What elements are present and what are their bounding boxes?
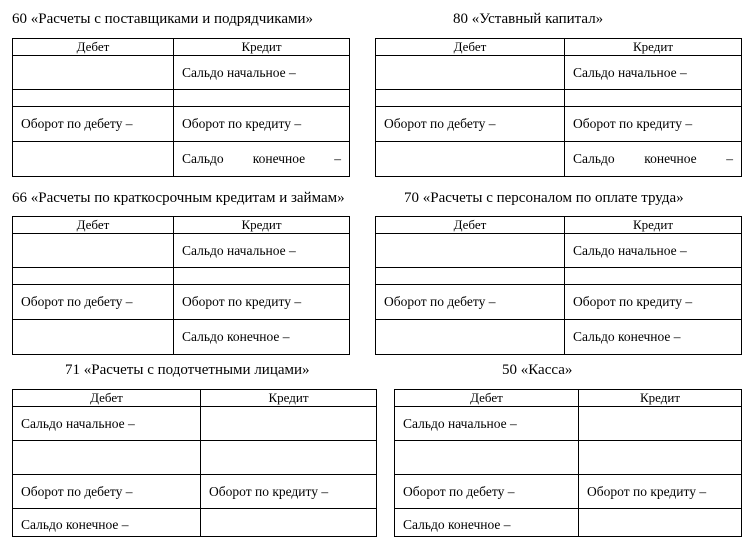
credit-opening-cell <box>201 407 377 441</box>
debit-entries-cell <box>13 441 201 475</box>
debit-closing-cell <box>376 320 565 355</box>
credit-turnover-cell: Оборот по кредиту – <box>174 285 350 320</box>
debit-header: Дебет <box>395 390 579 407</box>
debit-opening-cell: Сальдо начальное – <box>395 407 579 441</box>
debit-closing-cell: Сальдо конечное – <box>13 509 201 537</box>
closing-label-word2: конечное <box>252 151 306 166</box>
debit-header: Дебет <box>376 217 565 234</box>
closing-label-dash: – <box>726 151 733 166</box>
debit-opening-cell <box>376 56 565 90</box>
account-71-title: 71 «Расчеты с подотчетными лицами» <box>65 362 310 378</box>
debit-header: Дебет <box>376 39 565 56</box>
closing-label-word1: Сальдо <box>573 151 615 166</box>
credit-closing-cell: Сальдо конечное – <box>174 320 350 355</box>
debit-entries-cell <box>376 90 565 107</box>
credit-closing-cell <box>201 509 377 537</box>
credit-entries-cell <box>565 268 742 285</box>
debit-turnover-cell: Оборот по дебету – <box>376 107 565 142</box>
account-60-t-table <box>12 38 350 177</box>
closing-label-dash: – <box>334 151 341 166</box>
credit-turnover-cell: Оборот по кредиту – <box>174 107 350 142</box>
account-50-t-table <box>394 389 742 537</box>
credit-closing-cell <box>174 142 350 177</box>
closing-label-word2: конечное <box>644 151 697 166</box>
credit-opening-cell: Сальдо начальное – <box>174 234 350 268</box>
credit-turnover-cell: Оборот по кредиту – <box>201 475 377 509</box>
credit-entries-cell <box>174 268 350 285</box>
credit-header: Кредит <box>174 39 350 56</box>
credit-opening-cell <box>579 407 742 441</box>
credit-opening-cell: Сальдо начальное – <box>565 56 742 90</box>
account-70-title: 70 «Расчеты с персоналом по оплате труда» <box>404 190 684 206</box>
credit-entries-cell <box>565 90 742 107</box>
credit-header: Кредит <box>174 217 350 234</box>
debit-entries-cell <box>13 268 174 285</box>
debit-entries-cell <box>376 268 565 285</box>
credit-turnover-cell: Оборот по кредиту – <box>565 107 742 142</box>
account-66-t-table <box>12 216 350 355</box>
debit-opening-cell <box>13 234 174 268</box>
debit-turnover-cell: Оборот по дебету – <box>395 475 579 509</box>
credit-header: Кредит <box>579 390 742 407</box>
account-80-t-table <box>375 38 742 177</box>
account-71-t-table <box>12 389 377 537</box>
credit-entries-cell <box>579 441 742 475</box>
debit-opening-cell <box>376 234 565 268</box>
debit-opening-cell <box>13 56 174 90</box>
credit-opening-cell: Сальдо начальное – <box>565 234 742 268</box>
debit-turnover-cell: Оборот по дебету – <box>376 285 565 320</box>
debit-closing-cell <box>13 320 174 355</box>
credit-header: Кредит <box>565 217 742 234</box>
credit-turnover-cell: Оборот по кредиту – <box>579 475 742 509</box>
credit-header: Кредит <box>201 390 377 407</box>
credit-entries-cell <box>201 441 377 475</box>
debit-opening-cell: Сальдо начальное – <box>13 407 201 441</box>
debit-header: Дебет <box>13 390 201 407</box>
account-50-title: 50 «Касса» <box>502 362 573 378</box>
debit-closing-cell: Сальдо конечное – <box>395 509 579 537</box>
account-80-title: 80 «Уставный капитал» <box>453 11 604 27</box>
closing-label-word1: Сальдо <box>182 151 224 166</box>
debit-entries-cell <box>395 441 579 475</box>
credit-closing-cell <box>579 509 742 537</box>
account-70-t-table <box>375 216 742 355</box>
debit-entries-cell <box>13 90 174 107</box>
credit-closing-cell <box>565 142 742 177</box>
debit-header: Дебет <box>13 217 174 234</box>
debit-turnover-cell: Оборот по дебету – <box>13 475 201 509</box>
debit-header: Дебет <box>13 39 174 56</box>
credit-closing-cell: Сальдо конечное – <box>565 320 742 355</box>
credit-header: Кредит <box>565 39 742 56</box>
credit-opening-cell: Сальдо начальное – <box>174 56 350 90</box>
debit-closing-cell <box>13 142 174 177</box>
credit-turnover-cell: Оборот по кредиту – <box>565 285 742 320</box>
debit-closing-cell <box>376 142 565 177</box>
credit-entries-cell <box>174 90 350 107</box>
debit-turnover-cell: Оборот по дебету – <box>13 107 174 142</box>
account-66-title: 66 «Расчеты по краткосрочным кредитам и займам» <box>12 190 345 206</box>
debit-turnover-cell: Оборот по дебету – <box>13 285 174 320</box>
account-60-title: 60 «Расчеты с поставщиками и подрядчиками» <box>12 11 314 27</box>
